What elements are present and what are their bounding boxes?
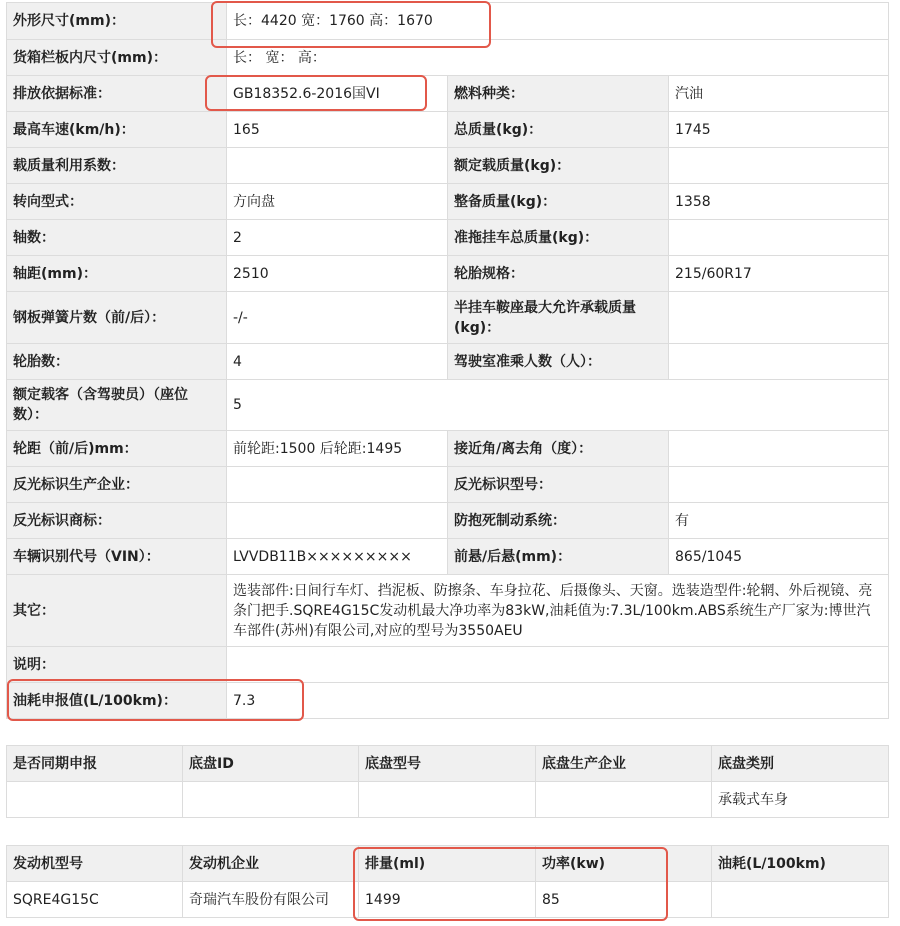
label-fuel-type: 燃料种类： bbox=[448, 76, 669, 112]
value-other: 选装部件:日间行车灯、挡泥板、防擦条、车身拉花、后摄像头、天窗。选装造型件:轮辋、外后视镜、亮条门把手.SQRE4G15C发动机最大净功率为83kW,油耗值为:7.3L/100km.ABS系统生产厂家为:博世汽车部件(苏州)有限公司,对应的型号为3550AEU bbox=[227, 575, 889, 647]
label-fuel-consumption: 油耗申报值(L/100km)： bbox=[7, 683, 227, 719]
label-overhang: 前悬/后悬(mm)： bbox=[448, 539, 669, 575]
label-outer-dimensions: 外形尺寸(mm)： bbox=[7, 3, 227, 40]
label-reflector-maker: 反光标识生产企业： bbox=[7, 467, 227, 503]
value-fuel-type: 汽油 bbox=[669, 76, 889, 112]
value-cab-occupants bbox=[669, 344, 889, 380]
label-steering-type: 转向型式： bbox=[7, 184, 227, 220]
label-tire-count: 轮胎数： bbox=[7, 344, 227, 380]
label-reflector-brand: 反光标识商标： bbox=[7, 503, 227, 539]
label-axle-count: 轴数： bbox=[7, 220, 227, 256]
engine-cell-power: 85 bbox=[536, 882, 712, 918]
label-rated-passengers: 额定载客（含驾驶员）（座位数）： bbox=[7, 380, 227, 431]
value-cargo-box-dimensions: 长： 宽： 高： bbox=[227, 40, 889, 76]
label-saddle-load: 半挂车鞍座最大允许承载质量(kg)： bbox=[448, 292, 669, 344]
engine-header-row bbox=[7, 846, 889, 882]
spec-row-fuel-consumption bbox=[7, 683, 889, 719]
spec-row-emission bbox=[7, 76, 889, 112]
label-trailer-mass: 准拖挂车总质量(kg)： bbox=[448, 220, 669, 256]
chassis-header-id: 底盘ID bbox=[183, 746, 359, 782]
spec-row-speed bbox=[7, 112, 889, 148]
label-wheelbase: 轴距(mm)： bbox=[7, 256, 227, 292]
spec-row-load-factor bbox=[7, 148, 889, 184]
spec-row-reflector bbox=[7, 467, 889, 503]
spec-row-vin bbox=[7, 539, 889, 575]
engine-header-displacement: 排量(ml) bbox=[359, 846, 536, 882]
label-max-speed: 最高车速(km/h)： bbox=[7, 112, 227, 148]
value-track-width: 前轮距:1500 后轮距:1495 bbox=[227, 431, 448, 467]
value-wheelbase: 2510 bbox=[227, 256, 448, 292]
value-vin: LVVDB11B××××××××× bbox=[227, 539, 448, 575]
value-reflector-brand bbox=[227, 503, 448, 539]
label-total-mass: 总质量(kg)： bbox=[448, 112, 669, 148]
label-abs: 防抱死制动系统： bbox=[448, 503, 669, 539]
value-saddle-load bbox=[669, 292, 889, 344]
chassis-header-row bbox=[7, 746, 889, 782]
value-curb-mass: 1358 bbox=[669, 184, 889, 220]
chassis-header-model: 底盘型号 bbox=[359, 746, 536, 782]
label-vin: 车辆识别代号（VIN）： bbox=[7, 539, 227, 575]
spec-row-springs bbox=[7, 292, 889, 344]
spec-row-seats bbox=[7, 380, 889, 431]
value-axle-count: 2 bbox=[227, 220, 448, 256]
chassis-header-category: 底盘类别 bbox=[712, 746, 889, 782]
chassis-cell-id bbox=[183, 782, 359, 818]
chassis-table bbox=[6, 745, 889, 818]
value-overhang: 865/1045 bbox=[669, 539, 889, 575]
label-cab-occupants: 驾驶室准乘人数（人）： bbox=[448, 344, 669, 380]
spec-row-cargo-box bbox=[7, 40, 889, 76]
spec-row-abs bbox=[7, 503, 889, 539]
engine-header-model: 发动机型号 bbox=[7, 846, 183, 882]
engine-table bbox=[6, 845, 889, 918]
label-other: 其它： bbox=[7, 575, 227, 647]
label-approach-departure: 接近角/离去角（度）： bbox=[448, 431, 669, 467]
value-fuel-consumption: 7.3 bbox=[227, 683, 889, 719]
engine-data-row bbox=[7, 882, 889, 918]
chassis-cell-category: 承载式车身 bbox=[712, 782, 889, 818]
label-reflector-model: 反光标识型号： bbox=[448, 467, 669, 503]
engine-cell-maker: 奇瑞汽车股份有限公司 bbox=[183, 882, 359, 918]
value-steering-type: 方向盘 bbox=[227, 184, 448, 220]
spec-row-dimensions bbox=[7, 3, 889, 40]
label-leaf-springs: 钢板弹簧片数（前/后）： bbox=[7, 292, 227, 344]
chassis-cell-maker bbox=[536, 782, 712, 818]
label-track-width: 轮距（前/后)mm： bbox=[7, 431, 227, 467]
value-leaf-springs: -/- bbox=[227, 292, 448, 344]
chassis-header-maker: 底盘生产企业 bbox=[536, 746, 712, 782]
spec-row-steering bbox=[7, 184, 889, 220]
chassis-cell-same-period bbox=[7, 782, 183, 818]
value-max-speed: 165 bbox=[227, 112, 448, 148]
value-emission-standard: GB18352.6-2016国VI bbox=[227, 76, 448, 112]
label-rated-load: 额定载质量(kg)： bbox=[448, 148, 669, 184]
spec-row-track bbox=[7, 431, 889, 467]
engine-cell-displacement: 1499 bbox=[359, 882, 536, 918]
value-abs: 有 bbox=[669, 503, 889, 539]
engine-header-power: 功率(kw) bbox=[536, 846, 712, 882]
label-emission-standard: 排放依据标准： bbox=[7, 76, 227, 112]
label-cargo-box-dimensions: 货箱栏板内尺寸(mm)： bbox=[7, 40, 227, 76]
value-outer-dimensions: 长：4420 宽：1760 高：1670 bbox=[227, 3, 889, 40]
label-notes: 说明： bbox=[7, 647, 227, 683]
engine-header-maker: 发动机企业 bbox=[183, 846, 359, 882]
value-reflector-model bbox=[669, 467, 889, 503]
spec-row-axles bbox=[7, 220, 889, 256]
engine-header-fuel: 油耗(L/100km) bbox=[712, 846, 889, 882]
spec-row-wheelbase bbox=[7, 256, 889, 292]
value-rated-passengers: 5 bbox=[227, 380, 889, 431]
chassis-cell-model bbox=[359, 782, 536, 818]
value-reflector-maker bbox=[227, 467, 448, 503]
spec-row-other bbox=[7, 575, 889, 647]
value-tire-spec: 215/60R17 bbox=[669, 256, 889, 292]
value-notes bbox=[227, 647, 889, 683]
spec-row-notes bbox=[7, 647, 889, 683]
value-approach-departure bbox=[669, 431, 889, 467]
engine-cell-fuel bbox=[712, 882, 889, 918]
value-rated-load bbox=[669, 148, 889, 184]
label-load-utilization: 载质量利用系数： bbox=[7, 148, 227, 184]
label-tire-spec: 轮胎规格： bbox=[448, 256, 669, 292]
value-load-utilization bbox=[227, 148, 448, 184]
chassis-data-row bbox=[7, 782, 889, 818]
value-trailer-mass bbox=[669, 220, 889, 256]
label-curb-mass: 整备质量(kg)： bbox=[448, 184, 669, 220]
engine-cell-model: SQRE4G15C bbox=[7, 882, 183, 918]
vehicle-spec-table bbox=[6, 2, 889, 719]
spec-row-tires bbox=[7, 344, 889, 380]
value-tire-count: 4 bbox=[227, 344, 448, 380]
chassis-header-same-period: 是否同期申报 bbox=[7, 746, 183, 782]
value-total-mass: 1745 bbox=[669, 112, 889, 148]
